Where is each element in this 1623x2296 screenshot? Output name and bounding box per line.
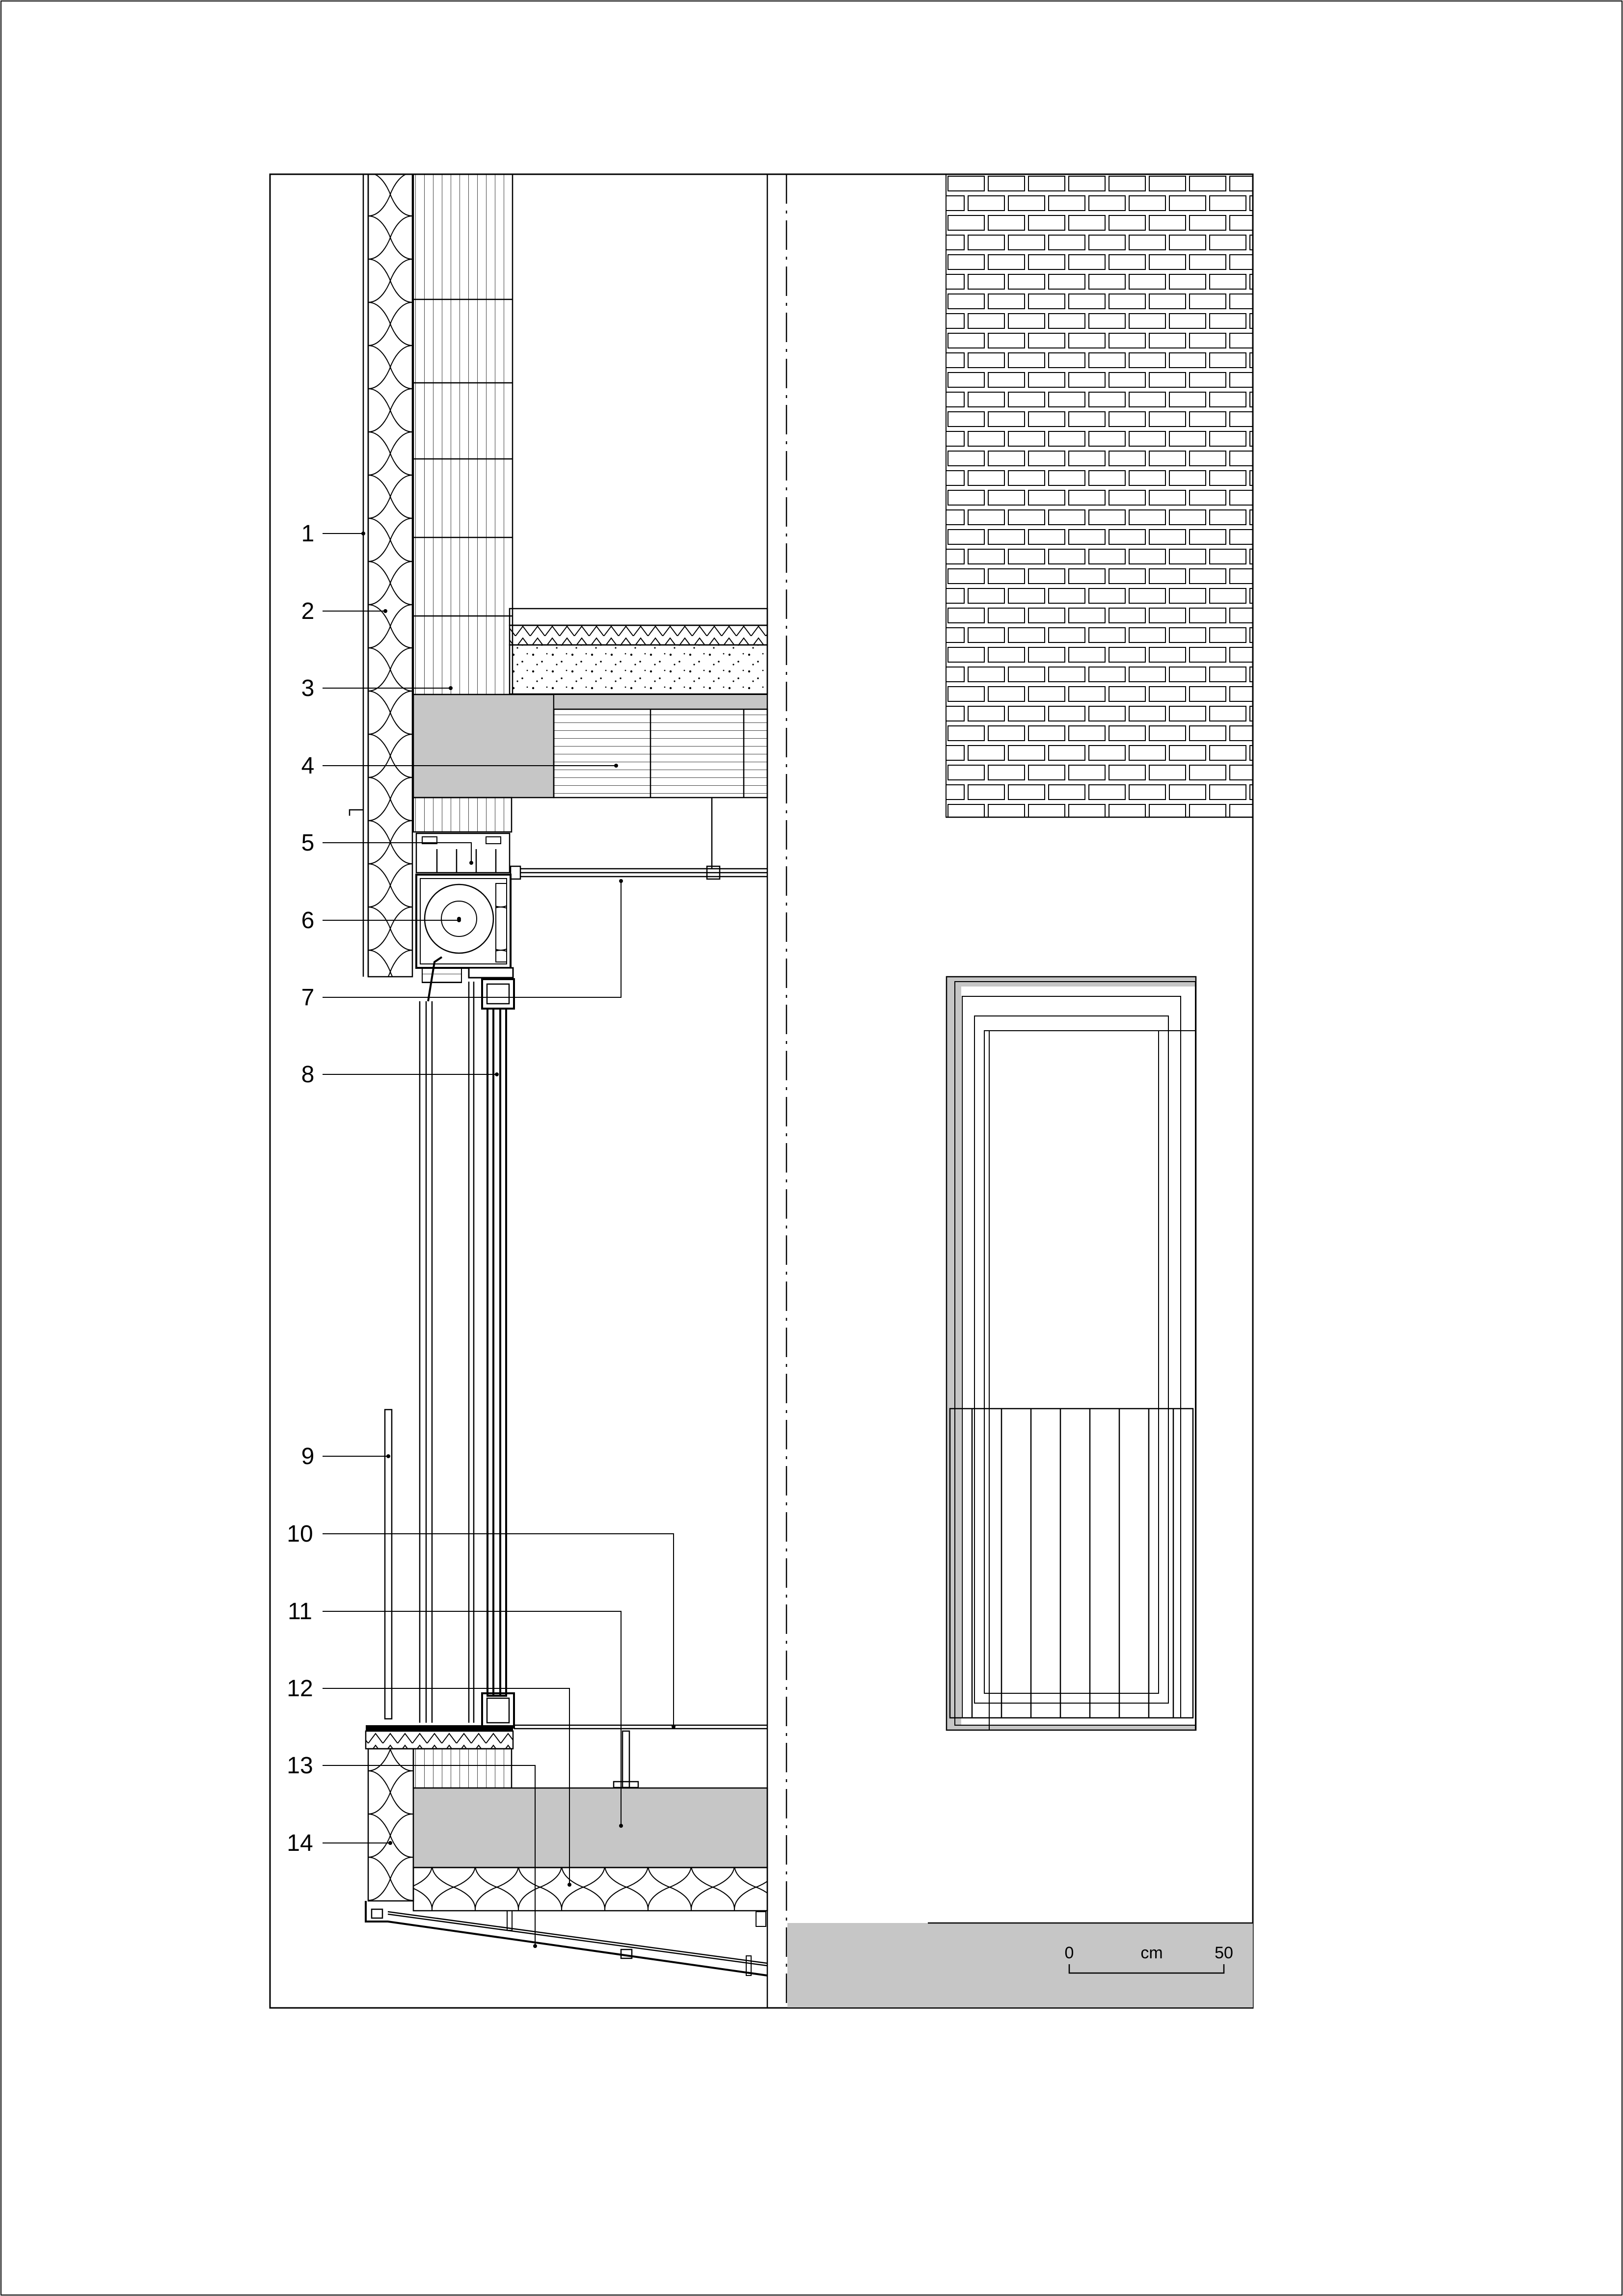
screed-layer [510, 645, 767, 694]
leader-7 [323, 881, 621, 997]
brick-elevation [946, 174, 1253, 817]
window-unit [420, 979, 514, 1728]
floor-insulation-layer [510, 625, 767, 645]
wall-insulation-upper [368, 174, 412, 977]
callout-9-label: 9 [301, 1443, 315, 1469]
callout-11-label: 11 [288, 1599, 312, 1625]
concrete-lintel [413, 694, 554, 798]
callout-2-label: 2 [301, 598, 315, 624]
glazing [487, 1009, 506, 1696]
callout-3-label: 3 [301, 675, 315, 701]
wall-insulation-lower [368, 1749, 413, 1901]
callout-5-label: 5 [301, 830, 315, 856]
callout-13-label: 13 [287, 1753, 313, 1779]
callout-1-label: 1 [301, 521, 315, 547]
callout-12-label: 12 [287, 1676, 313, 1702]
scale-unit-label: cm [1140, 1944, 1163, 1962]
wall-section [350, 174, 513, 977]
floor-slab-lower [413, 1788, 767, 1868]
floor-slab [554, 709, 767, 798]
scale-start-label: 0 [1064, 1944, 1074, 1962]
lower-floor [366, 1725, 767, 1976]
ground-band [787, 1923, 1253, 2007]
callout-4-label: 4 [301, 753, 315, 779]
callout-6-label: 6 [301, 908, 315, 934]
callout-14-label: 14 [287, 1830, 313, 1856]
callout-10-label: 10 [287, 1521, 313, 1547]
scale-end-label: 50 [1215, 1944, 1233, 1962]
shutter-box [413, 798, 767, 1001]
soffit-insulation [413, 1868, 767, 1911]
callout-7-label: 7 [301, 985, 315, 1011]
window-elevation [947, 977, 1196, 1730]
callout-8-label: 8 [301, 1062, 315, 1088]
